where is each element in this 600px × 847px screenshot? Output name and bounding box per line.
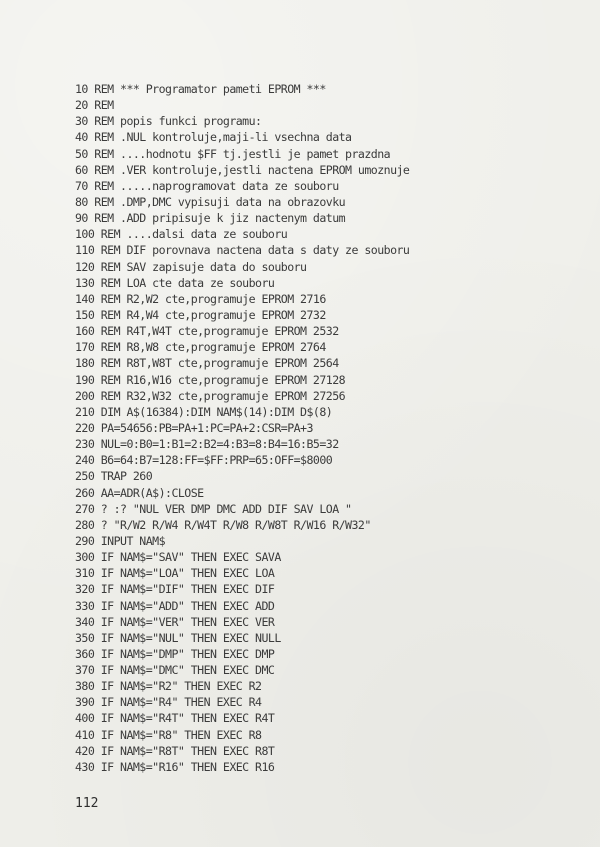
code-line: 340 IF NAM$="VER" THEN EXEC VER xyxy=(75,614,275,629)
code-line: 30 REM popis funkci programu: xyxy=(75,114,262,129)
code-line: 180 REM R8T,W8T cte,programuje EPROM 2564 xyxy=(75,356,339,371)
code-line: 320 IF NAM$="DIF" THEN EXEC DIF xyxy=(75,582,275,597)
code-line: 90 REM .ADD pripisuje k jiz nactenym datum xyxy=(75,211,346,226)
code-line: 10 REM *** Programator pameti EPROM *** xyxy=(75,82,326,96)
code-line: 360 IF NAM$="DMP" THEN EXEC DMP xyxy=(75,646,275,661)
code-line: 100 REM ....dalsi data ze souboru xyxy=(75,227,288,242)
code-line: 350 IF NAM$="NUL" THEN EXEC NULL xyxy=(75,630,281,645)
code-line: 40 REM .NUL kontroluje,maji-li vsechna data xyxy=(75,130,352,145)
code-line: 170 REM R8,W8 cte,programuje EPROM 2764 xyxy=(75,340,326,355)
code-line: 290 INPUT NAM$ xyxy=(75,533,166,548)
code-line: 270 ? :? "NUL VER DMP DMC ADD DIF SAV LOA " xyxy=(75,501,352,516)
code-line: 70 REM .....naprogramovat data ze souboru xyxy=(75,178,339,193)
code-line: 130 REM LOA cte data ze souboru xyxy=(75,275,275,290)
basic-program-listing xyxy=(75,81,409,775)
code-line: 310 IF NAM$="LOA" THEN EXEC LOA xyxy=(75,566,275,581)
code-line: 50 REM ....hodnotu $FF tj.jestli je pamet prazdna xyxy=(75,146,391,161)
code-line: 160 REM R4T,W4T cte,programuje EPROM 2532 xyxy=(75,324,339,339)
code-line: 400 IF NAM$="R4T" THEN EXEC R4T xyxy=(75,711,275,726)
code-line: 120 REM SAV zapisuje data do souboru xyxy=(75,259,307,274)
code-line: 210 DIM A$(16384):DIM NAM$(14):DIM D$(8) xyxy=(75,404,333,419)
code-line: 230 NUL=0:B0=1:B1=2:B2=4:B3=8:B4=16:B5=32 xyxy=(75,437,339,452)
code-line: 430 IF NAM$="R16" THEN EXEC R16 xyxy=(75,759,275,774)
code-line: 370 IF NAM$="DMC" THEN EXEC DMC xyxy=(75,663,275,678)
code-line: 330 IF NAM$="ADD" THEN EXEC ADD xyxy=(75,598,275,613)
code-line: 260 AA=ADR(A$):CLOSE xyxy=(75,485,204,500)
code-line: 280 ? "R/W2 R/W4 R/W4T R/W8 R/W8T R/W16 R/W32" xyxy=(75,517,371,532)
code-line: 390 IF NAM$="R4" THEN EXEC R4 xyxy=(75,695,262,710)
code-line: 140 REM R2,W2 cte,programuje EPROM 2716 xyxy=(75,291,326,306)
code-line: 150 REM R4,W4 cte,programuje EPROM 2732 xyxy=(75,307,326,322)
page-number: 112 xyxy=(75,796,99,811)
code-line: 20 REM xyxy=(75,98,114,113)
code-line: 250 TRAP 260 xyxy=(75,469,153,484)
code-line: 190 REM R16,W16 cte,programuje EPROM 27128 xyxy=(75,372,346,387)
code-line: 410 IF NAM$="R8" THEN EXEC R8 xyxy=(75,727,262,742)
code-line: 300 IF NAM$="SAV" THEN EXEC SAVA xyxy=(75,550,281,565)
code-line: 220 PA=54656:PB=PA+1:PC=PA+2:CSR=PA+3 xyxy=(75,420,313,435)
code-line: 240 B6=64:B7=128:FF=$FF:PRP=65:OFF=$8000 xyxy=(75,453,333,468)
code-line: 420 IF NAM$="R8T" THEN EXEC R8T xyxy=(75,743,275,758)
code-line: 80 REM .DMP,DMC vypisuji data na obrazovku xyxy=(75,194,346,209)
code-line: 380 IF NAM$="R2" THEN EXEC R2 xyxy=(75,679,262,694)
code-line: 110 REM DIF porovnava nactena data s daty ze souboru xyxy=(75,243,410,258)
code-line: 200 REM R32,W32 cte,programuje EPROM 27256 xyxy=(75,388,346,403)
code-line: 60 REM .VER kontroluje,jestli nactena EPROM umoznuje xyxy=(75,162,410,177)
